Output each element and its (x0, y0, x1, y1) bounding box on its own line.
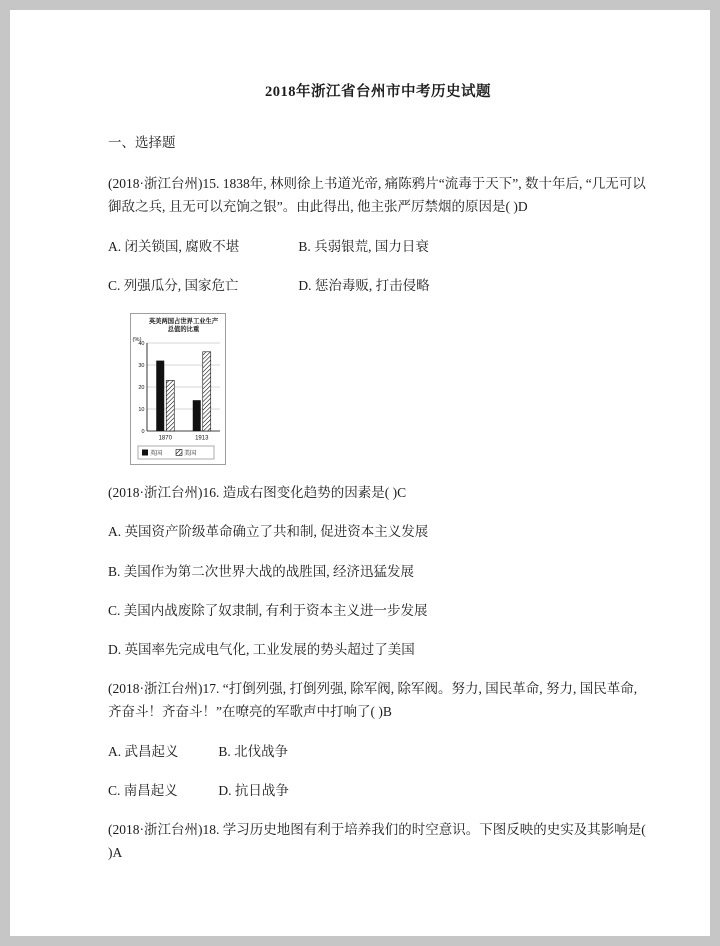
q16-stem: (2018·浙江台州)16. 造成右图变化趋势的因素是( )C (108, 485, 407, 501)
svg-text:总值的比重: 总值的比重 (167, 326, 200, 334)
q15-option-c: C. 列强瓜分, 国家危亡 (108, 277, 239, 293)
q17-option-b: B. 北伐战争 (218, 743, 289, 759)
q17-options-cd (108, 779, 648, 802)
q17-options-ab (108, 740, 648, 763)
svg-text:10: 10 (138, 407, 145, 414)
q17-stem: (2018·浙江台州)17. “打倒列强, 打倒列强, 除军阀, 除军阀。努力, 国民革命, 努力, 国民革命, 齐奋斗！齐奋斗！”在嘹亮的军歌声中打响了( )B (108, 681, 638, 720)
q15-options-cd (108, 274, 648, 297)
svg-text:20: 20 (138, 385, 145, 392)
svg-text:1870: 1870 (158, 435, 172, 442)
q16-option-d: D. 英国率先完成电气化, 工业发展的势头超过了美国 (108, 641, 415, 657)
document-title: 2018年浙江省台州市中考历史试题 (265, 84, 491, 100)
q15-option-d: D. 惩治毒贩, 打击侵略 (298, 277, 430, 293)
q15-stem: (2018·浙江台州)15. 1838年, 林则徐上书道光帝, 痛陈鸦片“流毒于天下”, 数十年后, “几无可以御敌之兵, 且无可以充饷之银”。由此得出, 他主张严厉禁烟的原因是( )D (108, 176, 646, 215)
q18-stem: (2018·浙江台州)18. 学习历史地图有利于培养我们的时空意识。下图反映的史实及其影响是( )A (108, 822, 646, 861)
q15-option-b: B. 兵弱银荒, 国力日衰 (298, 238, 429, 254)
q15-options-ab (108, 235, 648, 258)
svg-text:美国: 美国 (184, 451, 197, 458)
svg-text:40: 40 (138, 341, 145, 348)
svg-text:30: 30 (138, 363, 145, 370)
svg-text:英美两国占世界工业生产: 英美两国占世界工业生产 (148, 318, 219, 326)
q16-option-b: B. 美国作为第二次世界大战的战胜国, 经济迅猛发展 (108, 563, 415, 579)
svg-text:(%): (%) (132, 337, 142, 344)
document-page (10, 10, 710, 936)
industry-share-bar-chart (130, 313, 648, 465)
svg-text:英国: 英国 (150, 451, 163, 458)
svg-text:1913: 1913 (195, 435, 209, 442)
q17-option-c: C. 南昌起义 (108, 782, 178, 798)
section-heading: 一、选择题 (108, 135, 176, 150)
q17-option-a: A. 武昌起义 (108, 743, 179, 759)
q17-option-d: D. 抗日战争 (218, 782, 289, 798)
q16-option-c: C. 美国内战废除了奴隶制, 有利于资本主义进一步发展 (108, 602, 428, 618)
svg-text:0: 0 (141, 429, 145, 436)
q16-option-a: A. 英国资产阶级革命确立了共和制, 促进资本主义发展 (108, 524, 429, 540)
q15-option-a: A. 闭关锁国, 腐败不堪 (108, 238, 240, 254)
